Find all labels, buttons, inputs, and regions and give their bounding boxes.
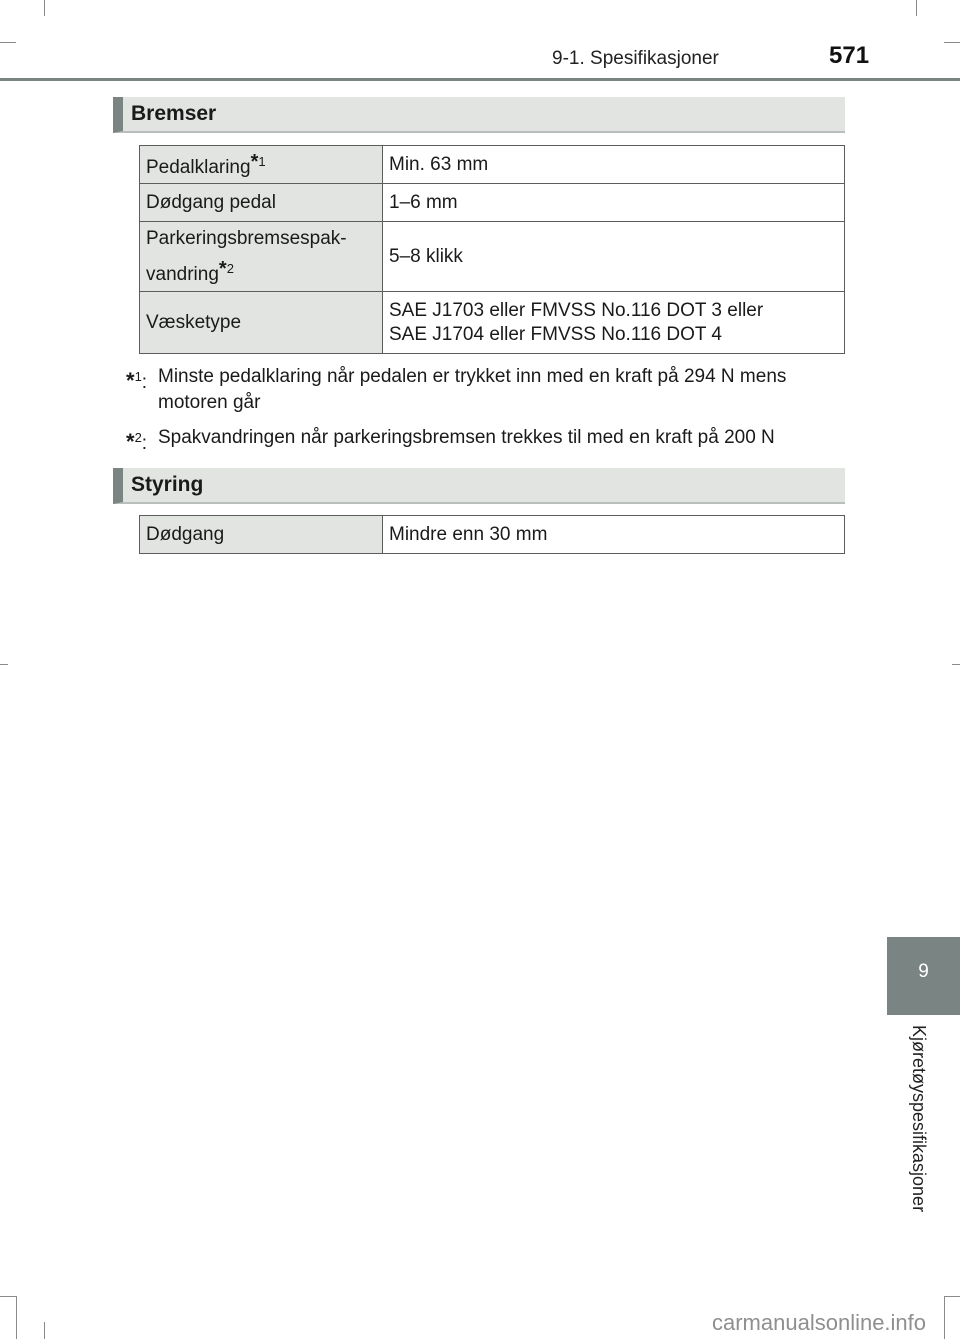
table-value-cell: Min. 63 mm <box>383 146 845 184</box>
row-label: vandring <box>146 263 219 285</box>
crop-mark <box>0 664 8 665</box>
value-line: SAE J1703 eller FMVSS No.116 DOT 3 eller <box>389 299 764 321</box>
row-label: Parkeringsbremsespak- <box>146 227 347 249</box>
table-label-cell <box>140 222 383 292</box>
section-heading-steering <box>113 468 845 504</box>
table-row <box>140 516 845 554</box>
table-value-cell: 1–6 mm <box>383 184 845 222</box>
crop-mark <box>16 1296 17 1339</box>
table-value-cell <box>383 292 845 354</box>
row-label: Pedalklaring <box>146 156 251 178</box>
table-value-cell: Mindre enn 30 mm <box>383 516 845 554</box>
crop-mark <box>0 42 16 43</box>
footnote <box>126 425 846 454</box>
footnote-text: Spakvandringen når parkeringsbremsen trekkes til med en kraft på 200 N <box>158 427 775 448</box>
section-title: Styring <box>131 473 204 496</box>
footnote <box>126 364 846 416</box>
section-heading-brakes <box>113 97 845 133</box>
crop-mark <box>944 42 960 43</box>
watermark: carmanualsonline.info <box>712 1310 927 1335</box>
table-row <box>140 222 845 292</box>
table-label-cell: Dødgang pedal <box>140 184 383 222</box>
brakes-table <box>139 145 845 354</box>
crop-mark <box>944 1296 960 1297</box>
crop-mark <box>944 1296 945 1339</box>
table-label-cell: Dødgang <box>140 516 383 554</box>
header-rule <box>0 78 960 81</box>
crop-mark <box>0 1296 16 1297</box>
steering-table <box>139 515 845 554</box>
footnote-ref: *1 <box>250 150 266 173</box>
footnote-mark: *$^2$: <box>126 429 148 454</box>
table-row <box>140 146 845 184</box>
table-row <box>140 184 845 222</box>
crop-mark <box>44 0 45 16</box>
table-label-cell: Væsketype <box>140 292 383 354</box>
running-header-section: 9-1. Spesifikasjoner <box>552 48 719 69</box>
section-title: Bremser <box>131 102 217 125</box>
footnote-ref: *2 <box>218 257 234 280</box>
table-row <box>140 292 845 354</box>
chapter-title: Kjøretøyspesifikasjoner <box>909 1025 929 1213</box>
footnote-mark: *$^1$: <box>126 368 148 393</box>
chapter-tab <box>887 937 960 1015</box>
crop-mark <box>916 0 917 16</box>
page-number: 571 <box>829 42 870 69</box>
crop-mark <box>952 664 960 665</box>
crop-mark <box>44 1322 45 1339</box>
table-label-cell <box>140 146 383 184</box>
table-value-cell: 5–8 klikk <box>383 222 845 292</box>
chapter-number: 9 <box>918 961 929 982</box>
value-line: SAE J1704 eller FMVSS No.116 DOT 4 <box>389 323 723 345</box>
footnote-text: Minste pedalklaring når pedalen er trykket inn med en kraft på 294 N mens motoren går <box>158 366 787 413</box>
